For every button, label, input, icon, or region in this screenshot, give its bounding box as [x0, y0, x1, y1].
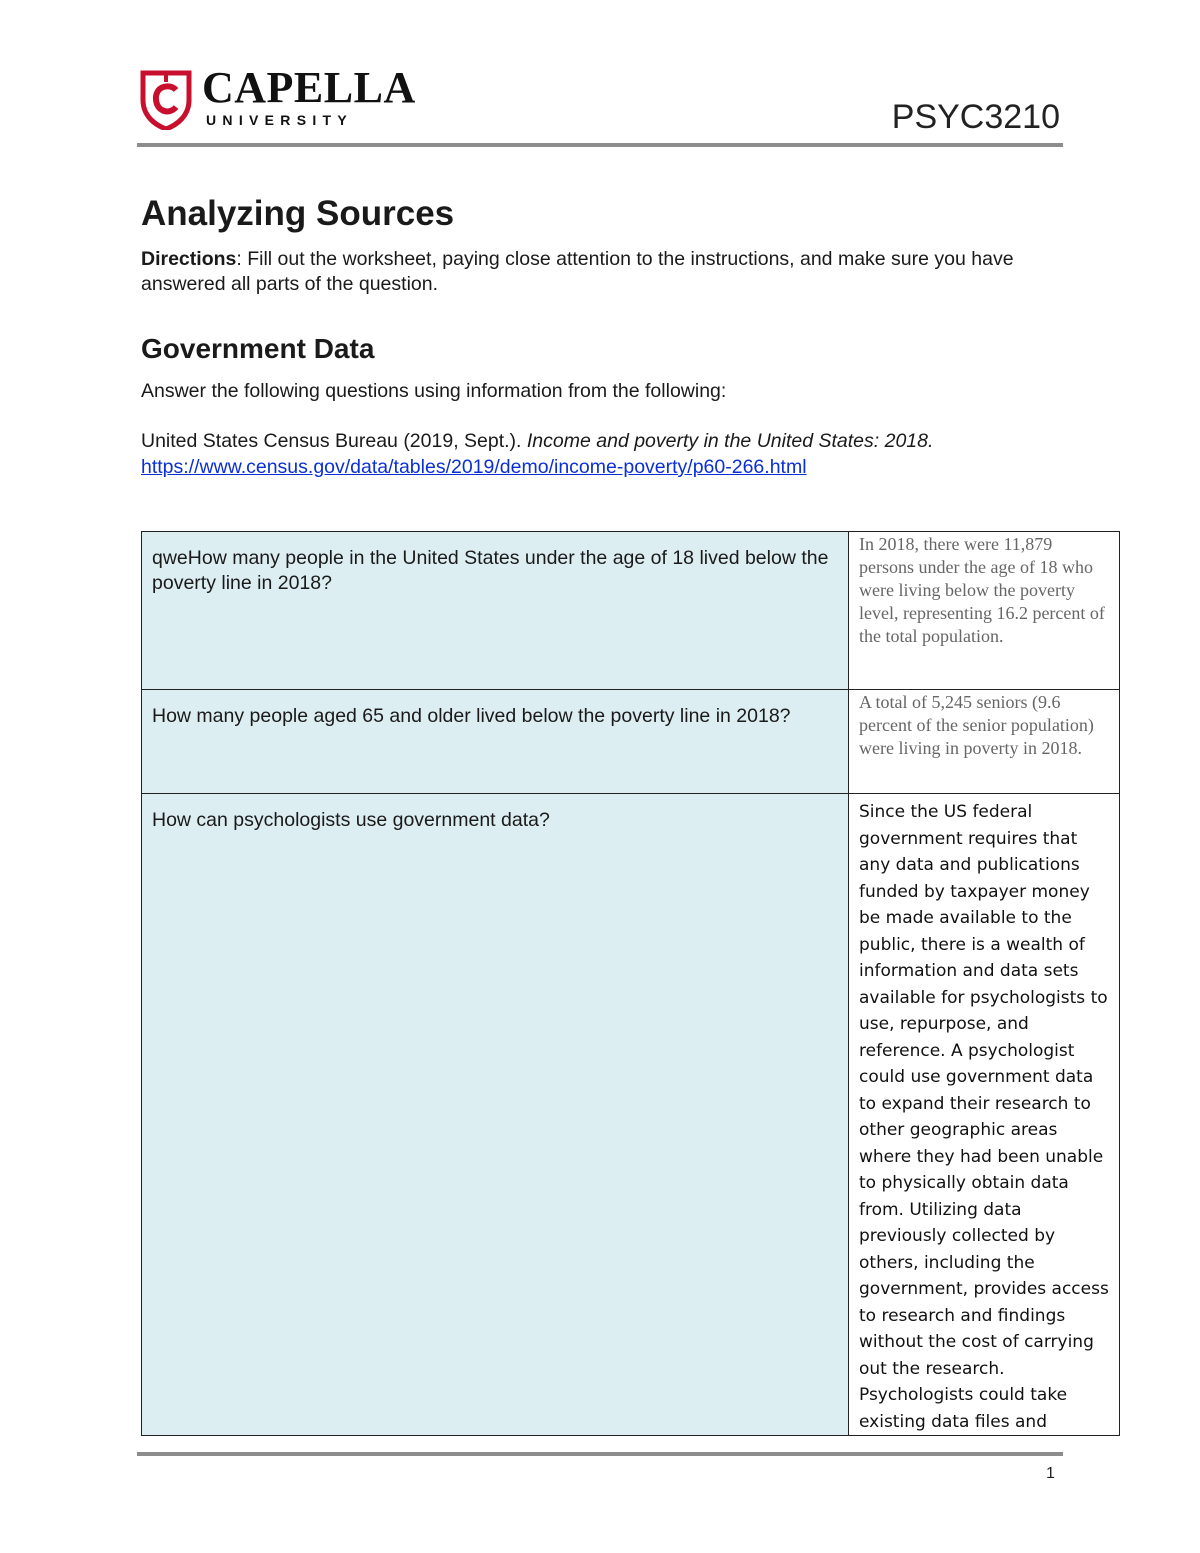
citation-title: Income and poverty in the United States: 2018. — [526, 430, 934, 452]
question-cell: How many people aged 65 and older lived below the poverty line in 2018? — [142, 690, 849, 794]
page-header — [140, 63, 1062, 140]
header-divider — [137, 143, 1063, 147]
qa-table — [141, 531, 1120, 1436]
answer-text: In 2018, there were 11,879 persons under the age of 18 who were living below the poverty level, representing 16.2 percent of the total population. — [859, 534, 1105, 646]
course-code: PSYC3210 — [891, 98, 1060, 136]
capella-logo — [140, 63, 430, 132]
section-instruction: Answer the following questions using information from the following: — [141, 380, 727, 402]
page-title: Analyzing Sources — [141, 194, 455, 233]
directions-paragraph — [141, 247, 1071, 297]
footer-divider — [137, 1452, 1063, 1456]
table-row — [142, 532, 1120, 690]
capella-shield-icon — [140, 70, 192, 130]
logo-wordmark: CAPELLA — [202, 63, 416, 112]
answer-text: A total of 5,245 seniors (9.6 percent of the senior population) were living in poverty in 2018. — [859, 692, 1094, 758]
question-cell: How can psychologists use government data? — [142, 794, 849, 1436]
section-title: Government Data — [141, 333, 375, 364]
answer-cell[interactable] — [849, 690, 1120, 794]
citation-author: United States Census Bureau (2019, Sept.). — [141, 430, 527, 452]
table-row — [142, 794, 1120, 1436]
logo-subtitle: UNIVERSITY — [206, 112, 354, 128]
citation-link[interactable]: https://www.census.gov/data/tables/2019/demo/income-poverty/p60-266.html — [141, 456, 807, 478]
directions-text: : Fill out the worksheet, paying close attention to the instructions, and make sure you have answered all parts of the question. — [141, 248, 1014, 295]
page-number: 1 — [1046, 1465, 1055, 1482]
answer-cell[interactable] — [849, 532, 1120, 690]
answer-cell[interactable] — [849, 794, 1120, 1436]
directions-label: Directions — [141, 248, 237, 270]
answer-text: Since the US federal government requires that any data and publications funded by taxpayer money be made available to the public, there is a wealth of information and data sets available for psychologists to use, repurpose, and reference. A psychologist could use government data to expand their research to other geographic areas where they had been unable to physically obtain data from. Utilizing data previously collected by others, including the government, provides access to research and findings without the cost of carrying out the research. Psychologists could take existing data files and — [859, 802, 1109, 1432]
citation — [141, 428, 1071, 480]
question-cell: qweHow many people in the United States under the age of 18 lived below the poverty line in 2018? — [142, 532, 849, 690]
table-row — [142, 690, 1120, 794]
